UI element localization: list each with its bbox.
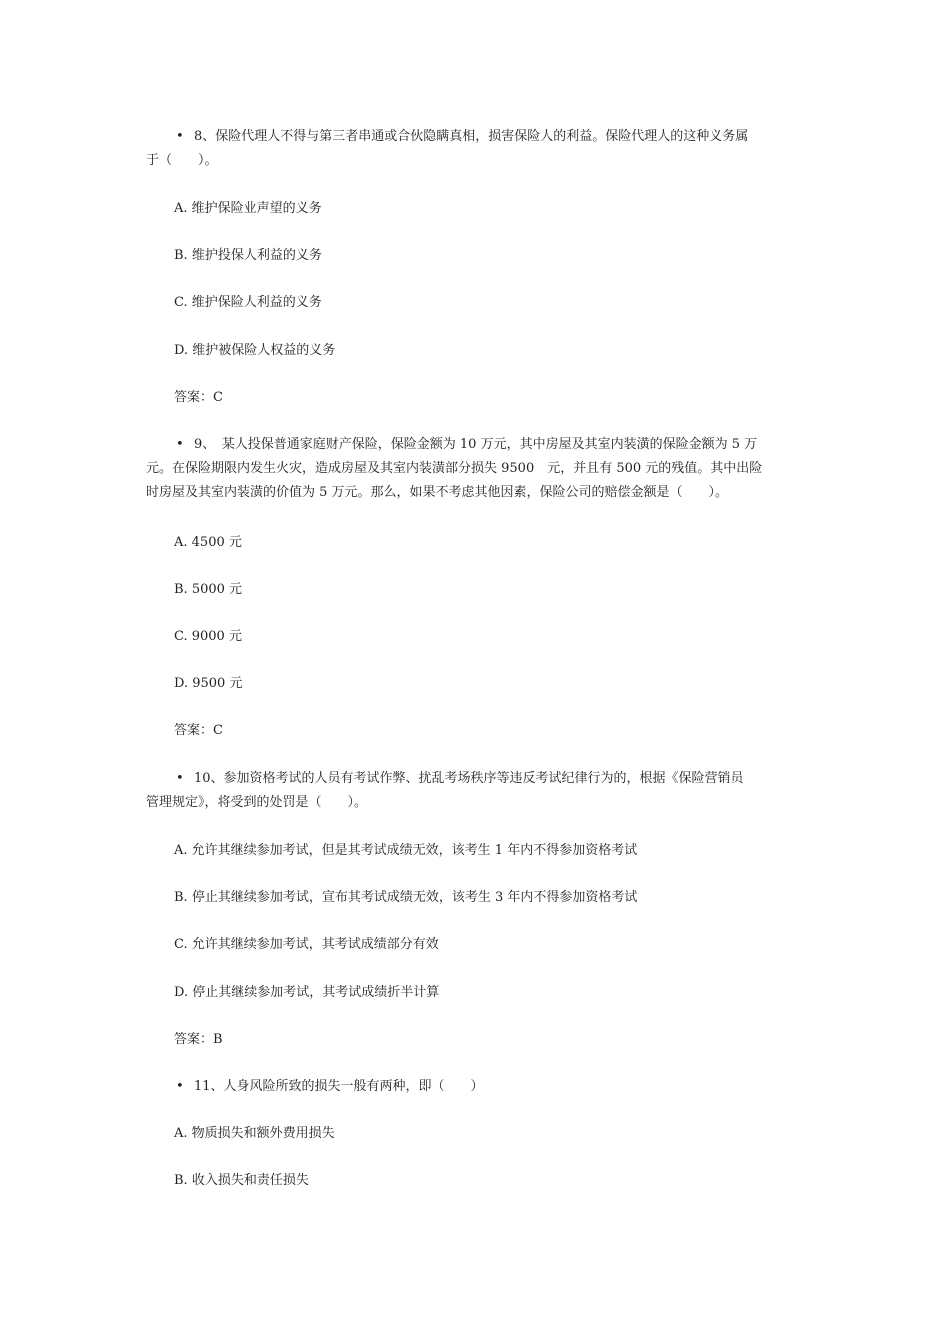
question-9-stem — [146, 433, 808, 505]
question-text-line: 于（ ）。 — [146, 153, 218, 168]
answer-text: 答案：C — [174, 390, 223, 405]
question-text-line: 9、 某人投保普通家庭财产保险，保险金额为 10 万元，其中房屋及其室内装潢的保险金额为 5 万 — [194, 437, 758, 452]
option-b: B. 收入损失和责任损失 — [174, 1173, 309, 1188]
option-d: D. 维护被保险人权益的义务 — [174, 343, 336, 358]
option-a: A. 允许其继续参加考试，但是其考试成绩无效，该考生 1 年内不得参加资格考试 — [174, 843, 638, 858]
bullet-icon: • — [176, 1079, 184, 1094]
option-b: B. 维护投保人利益的义务 — [174, 248, 322, 263]
question-text-line: 10、参加资格考试的人员有考试作弊、扰乱考场秩序等违反考试纪律行为的，根据《保险营销员 — [194, 771, 744, 786]
option-d: D. 停止其继续参加考试，其考试成绩折半计算 — [174, 985, 440, 1000]
question-text-line: 8、保险代理人不得与第三者串通或合伙隐瞒真相，损害保险人的利益。保险代理人的这种义务属 — [194, 129, 749, 144]
question-8-stem — [146, 125, 808, 173]
question-text-line: 管理规定》，将受到的处罚是（ ）。 — [146, 795, 368, 810]
answer-text: 答案：C — [174, 723, 223, 738]
option-c: C. 维护保险人利益的义务 — [174, 295, 322, 310]
option-c: C. 允许其继续参加考试，其考试成绩部分有效 — [174, 937, 439, 952]
question-10-stem — [146, 767, 808, 815]
answer-text: 答案：B — [174, 1032, 223, 1047]
question-text-line: 时房屋及其室内装潢的价值为 5 万元。那么，如果不考虑其他因素，保险公司的赔偿金额是（ ）。 — [146, 485, 729, 500]
bullet-icon: • — [176, 437, 184, 452]
option-b: B. 5000 元 — [174, 582, 243, 597]
option-b: B. 停止其继续参加考试，宣布其考试成绩无效，该考生 3 年内不得参加资格考试 — [174, 890, 638, 905]
option-c: C. 9000 元 — [174, 629, 242, 644]
bullet-icon: • — [176, 129, 184, 144]
option-a: A. 维护保险业声望的义务 — [174, 201, 322, 216]
option-d: D. 9500 元 — [174, 676, 243, 691]
option-a: A. 物质损失和额外费用损失 — [174, 1126, 335, 1141]
question-text-line: 11、人身风险所致的损失一般有两种，即（ ） — [194, 1079, 484, 1094]
question-11-stem — [146, 1075, 808, 1099]
bullet-icon: • — [176, 771, 184, 786]
option-a: A. 4500 元 — [174, 535, 242, 550]
question-text-line: 元。在保险期限内发生火灾，造成房屋及其室内装潢部分损失 9500 元，并且有 500 元的残值。其中出险 — [146, 461, 763, 476]
